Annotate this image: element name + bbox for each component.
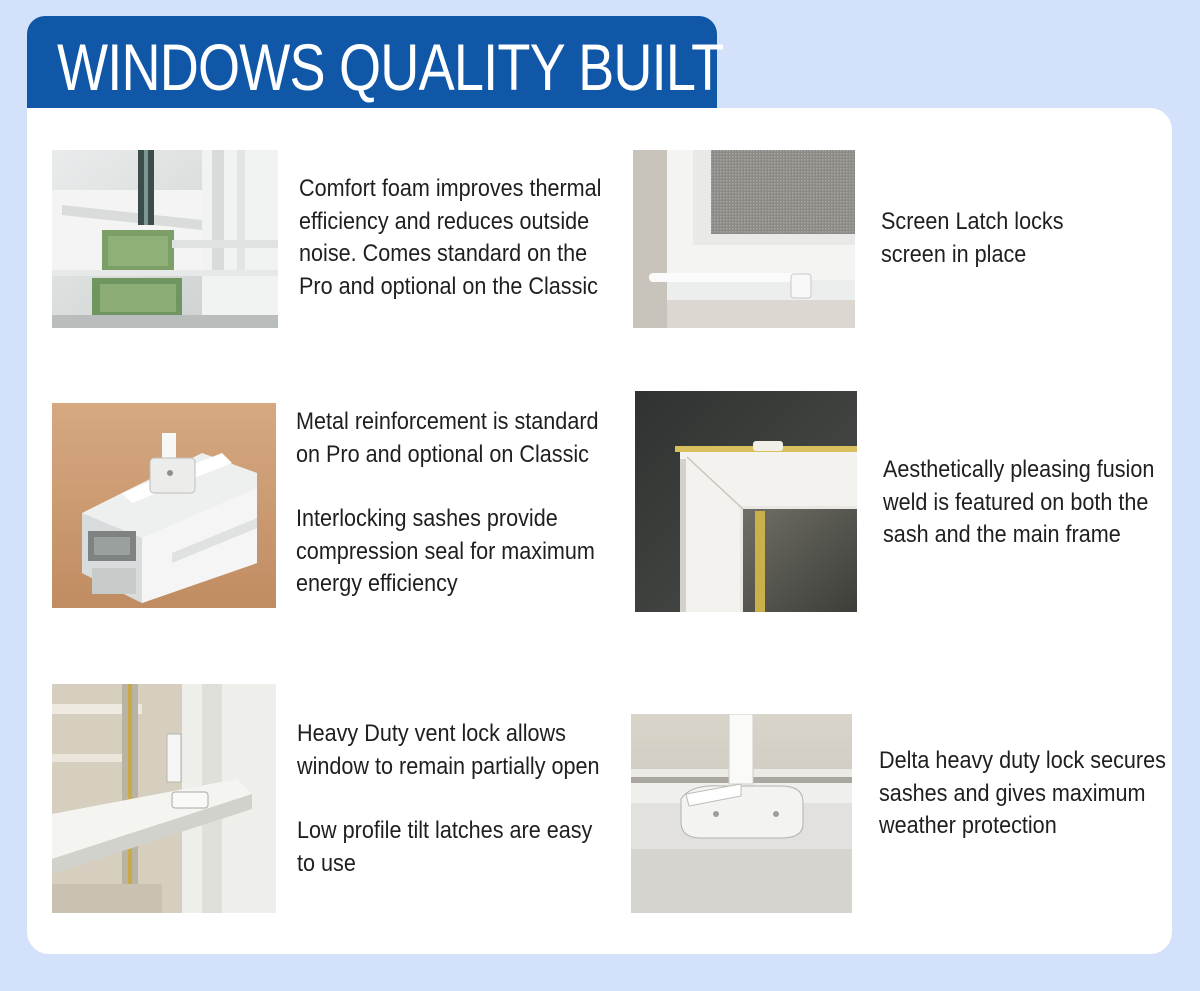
feature-caption-comfort-foam <box>299 173 601 303</box>
metal-reinforcement-image <box>52 403 276 608</box>
screen-latch-image <box>633 150 855 328</box>
feature-caption-screen-latch <box>881 206 1064 271</box>
caption-paragraph: Comfort foam improves thermal efficiency and reduces outside noise. Comes standard on the Pro and optional on the Classic <box>299 175 602 300</box>
fusion-weld-image <box>635 391 857 612</box>
caption-paragraph: Low profile tilt latches are easy to use <box>297 817 593 877</box>
caption-paragraph: Screen Latch locks screen in place <box>881 208 1064 268</box>
caption-paragraph: Heavy Duty vent lock allows window to remain partially open <box>297 720 600 780</box>
caption-paragraph: Metal reinforcement is standard on Pro and optional on Classic <box>296 408 599 468</box>
vent-lock-image <box>52 684 276 913</box>
caption-paragraph: Interlocking sashes provide compression seal for maximum energy efficiency <box>296 505 595 597</box>
title-banner <box>27 16 724 118</box>
comfort-foam-image <box>52 150 278 328</box>
feature-caption-metal-reinforcement <box>296 406 599 601</box>
feature-caption-delta-lock <box>879 745 1166 843</box>
delta-lock-image <box>631 714 852 913</box>
page-title: WINDOWS QUALITY BUILT <box>57 30 724 104</box>
caption-paragraph: Aesthetically pleasing fusion weld is featured on both the sash and the main frame <box>883 456 1155 548</box>
caption-paragraph: Delta heavy duty lock secures sashes and gives maximum weather protection <box>879 747 1166 839</box>
feature-caption-fusion-weld <box>883 454 1154 552</box>
feature-caption-vent-lock <box>297 718 600 880</box>
